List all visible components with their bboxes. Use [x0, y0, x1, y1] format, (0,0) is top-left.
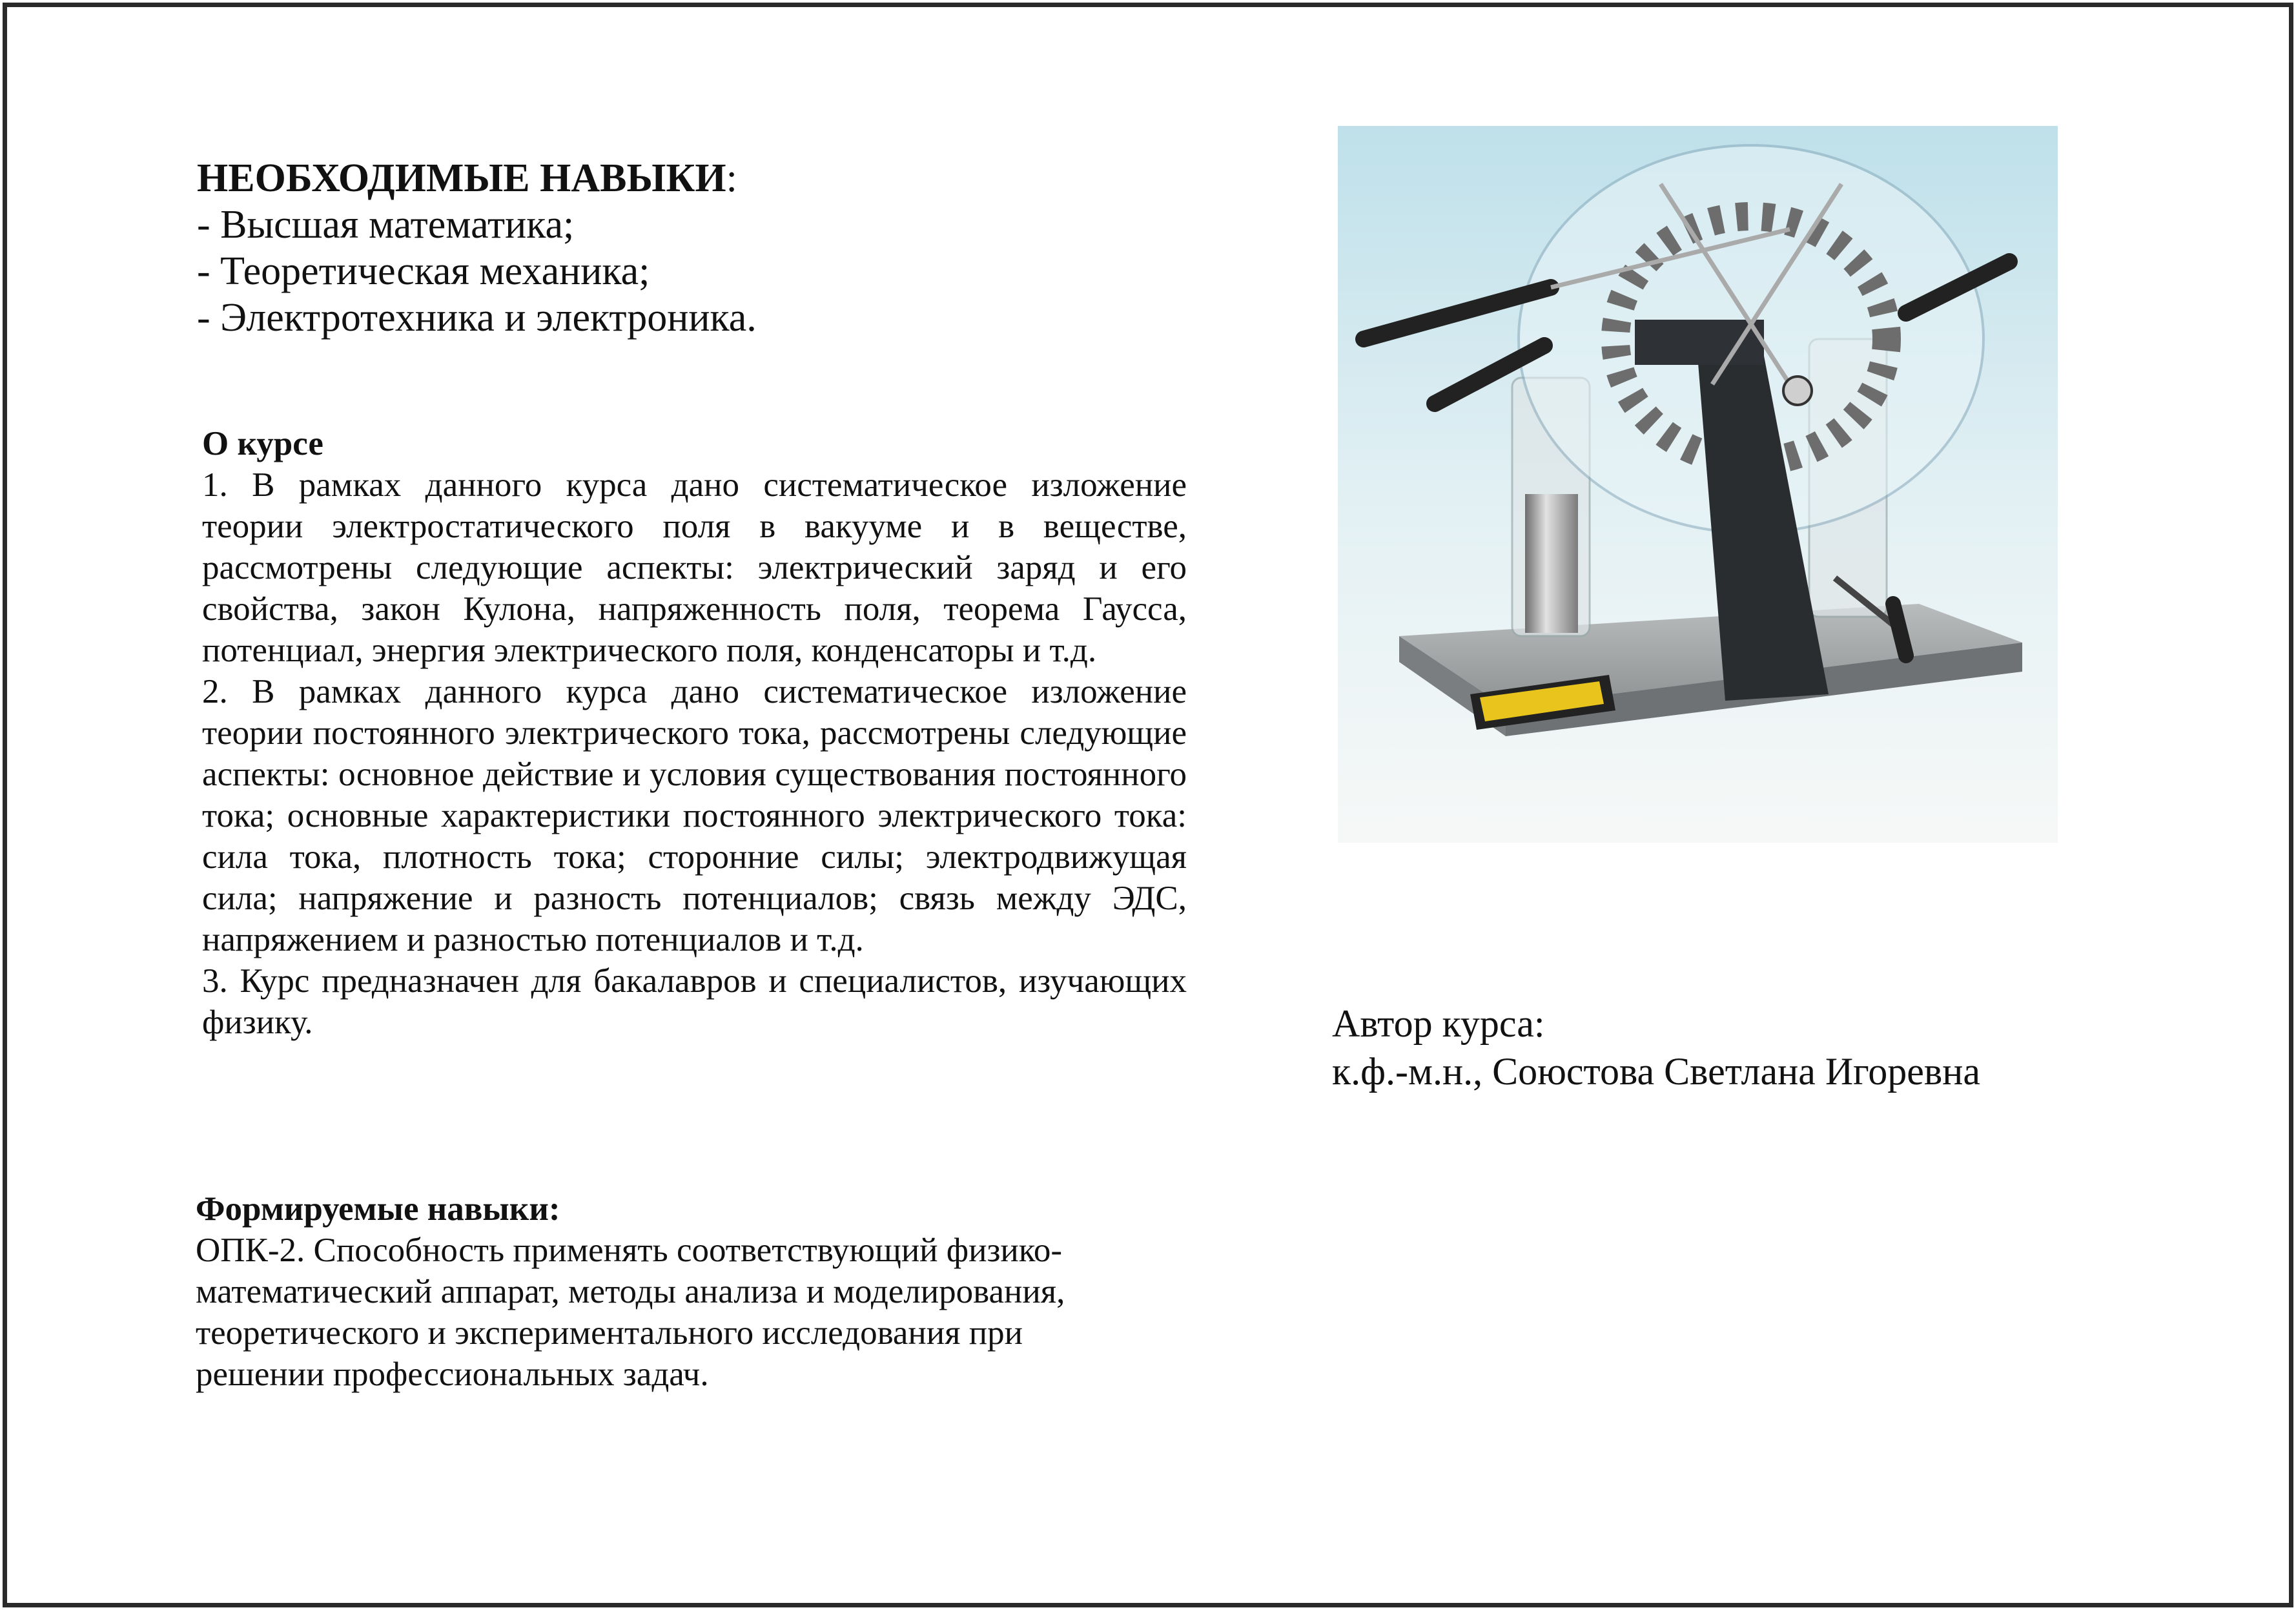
required-skills-colon: : — [726, 156, 737, 200]
about-paragraph-2: 2. В рамках данного курса дано систематическое изложение теории постоянного электрического тока, рассмотрены следующие аспекты: основное действие и условия существования постоянного тока; основные характеристики постоянного электрического тока: сила тока, плотность тока; сторонние силы; электродвижущая сила; напряжение и разность потенциалов; связь между ЭДС, напряжением и разностью потенциалов и т.д. — [202, 673, 1187, 958]
formed-skills-section — [196, 1188, 1196, 1395]
required-skill-item: - Теоретическая механика; — [197, 249, 650, 293]
required-skills-heading: НЕОБХОДИМЫЕ НАВЫКИ — [197, 156, 726, 200]
required-skill-item: - Электротехника и электроника. — [197, 296, 757, 340]
formed-skills-line: теоретического и экспериментального исследования при — [196, 1314, 1023, 1352]
formed-skills-line: ОПК-2. Способность применять соответствующий физико- — [196, 1232, 1063, 1269]
formed-skills-line: математический аппарат, методы анализа и моделирования, — [196, 1273, 1065, 1310]
about-paragraph-1: 1. В рамках данного курса дано систематическое изложение теории электростатического поля в вакууме и в веществе, рассмотрены следующие аспекты: электрический заряд и его свойства, закон Кулона, напряженность поля, теорема Гаусса, потенциал, энергия электрического поля, конденсаторы и т.д. — [202, 466, 1187, 669]
electrostatic-machine-photo — [1338, 126, 2058, 843]
formed-skills-heading: Формируемые навыки: — [196, 1190, 560, 1228]
electrostatic-machine-icon — [1338, 126, 2058, 843]
about-heading: О курсе — [202, 425, 323, 462]
about-section — [202, 423, 1187, 1043]
author-name: к.ф.-м.н., Союстова Светлана Игоревна — [1332, 1050, 1980, 1093]
required-skill-item: - Высшая математика; — [197, 203, 575, 247]
required-skills-section — [197, 155, 1165, 341]
author-label: Автор курса: — [1332, 1002, 1545, 1045]
about-paragraph-3: 3. Курс предназначен для бакалавров и специалистов, изучающих физику. — [202, 962, 1187, 1041]
author-section — [1332, 1000, 2236, 1095]
formed-skills-line: решении профессиональных задач. — [196, 1356, 709, 1393]
